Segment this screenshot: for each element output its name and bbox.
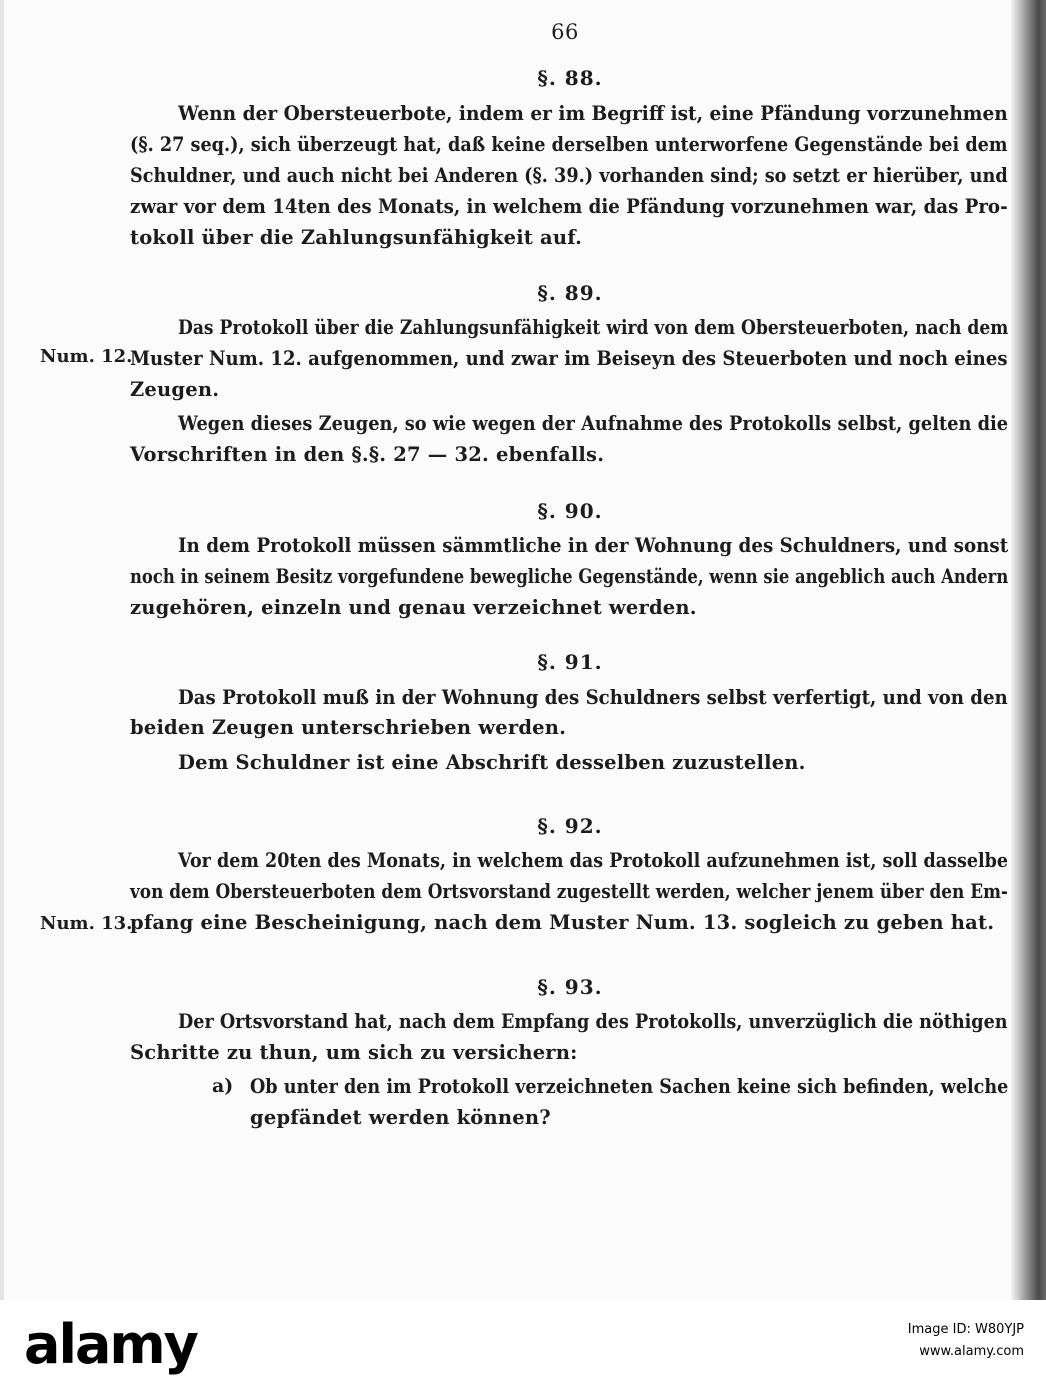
section-91-line: Das Protokoll muß in der Wohnung des Schuldners selbst verfertigt, und von den xyxy=(178,686,1008,709)
section-92-line: Vor dem 20ten des Monats, in welchem das Protokoll aufzunehmen ist, soll dasselbe xyxy=(178,849,1009,872)
image-id-label: Image ID: W80YJP xyxy=(907,1322,1024,1337)
section-90-line: zugehören, einzeln und genau verzeichnet werden. xyxy=(130,596,697,619)
section-89-line: Wegen dieses Zeugen, so wie wegen der Aufnahme des Protokolls selbst, gelten die xyxy=(178,412,1009,435)
section-89-line: Zeugen. xyxy=(130,378,220,401)
section-89-line: Muster Num. 12. aufgenommen, und zwar im Beiseyn des Steuerboten und noch eines xyxy=(130,347,1008,370)
section-91-line: Dem Schuldner ist eine Abschrift desselben zuzustellen. xyxy=(178,751,806,774)
section-93-line: Der Ortsvorstand hat, nach dem Empfang des Protokolls, unverzüglich die nöthigen xyxy=(178,1010,1008,1033)
list-item-a-line: gepfändet werden können? xyxy=(250,1106,551,1129)
alamy-logo: alamy xyxy=(24,1313,197,1376)
section-88-line: tokoll über die Zahlungsunfähigkeit auf. xyxy=(130,226,583,249)
section-88-line: Schuldner, und auch nicht bei Anderen (§. 39.) vorhanden sind; so setzt er hierüber, und xyxy=(130,164,1008,187)
section-92-line: pfang eine Bescheinigung, nach dem Muster Num. 13. sogleich zu geben hat. xyxy=(130,911,995,934)
section-89-line: Vorschriften in den §.§. 27 — 32. ebenfalls. xyxy=(130,443,605,466)
stock-url: www.alamy.com xyxy=(919,1344,1024,1359)
section-90-line: noch in seinem Besitz vorgefundene bewegliche Gegenstände, wenn sie angeblich auch Andern xyxy=(130,565,1009,588)
section-92-line: von dem Obersteuerboten dem Ortsvorstand zugestellt werden, welcher jenem über den Em- xyxy=(130,880,1008,903)
section-heading-90: §. 90. xyxy=(537,499,603,523)
section-93-line: Schritte zu thun, um sich zu versichern: xyxy=(130,1041,578,1064)
section-89-line: Das Protokoll über die Zahlungsunfähigkeit wird von dem Obersteuerboten, nach dem xyxy=(178,316,1009,339)
page-number: 66 xyxy=(551,20,579,44)
section-91-line: beiden Zeugen unterschrieben werden. xyxy=(130,716,567,739)
section-88-line: zwar vor dem 14ten des Monats, in welchem die Pfändung vorzunehmen war, das Pro- xyxy=(130,195,1008,218)
margin-note-num-13: Num. 13. xyxy=(40,913,133,934)
list-item-marker-a: a) xyxy=(212,1075,234,1097)
section-88-line: Wenn der Obersteuerbote, indem er im Begriff ist, eine Pfändung vorzunehmen xyxy=(178,102,1008,125)
section-heading-92: §. 92. xyxy=(537,814,603,838)
section-heading-93: §. 93. xyxy=(537,975,603,999)
margin-note-num-12: Num. 12. xyxy=(40,346,133,367)
section-heading-88: §. 88. xyxy=(537,66,603,90)
section-heading-89: §. 89. xyxy=(537,281,603,305)
page-left-edge xyxy=(0,0,4,1300)
section-90-line: In dem Protokoll müssen sämmtliche in der Wohnung des Schuldners, und sonst xyxy=(178,534,1009,557)
book-spine xyxy=(1016,0,1046,1300)
list-item-a-line: Ob unter den im Protokoll verzeichneten Sachen keine sich befinden, welche xyxy=(250,1075,1009,1098)
section-heading-91: §. 91. xyxy=(537,650,603,674)
section-88-line: (§. 27 seq.), sich überzeugt hat, daß keine derselben unterworfene Gegenstände bei dem xyxy=(130,133,1008,156)
